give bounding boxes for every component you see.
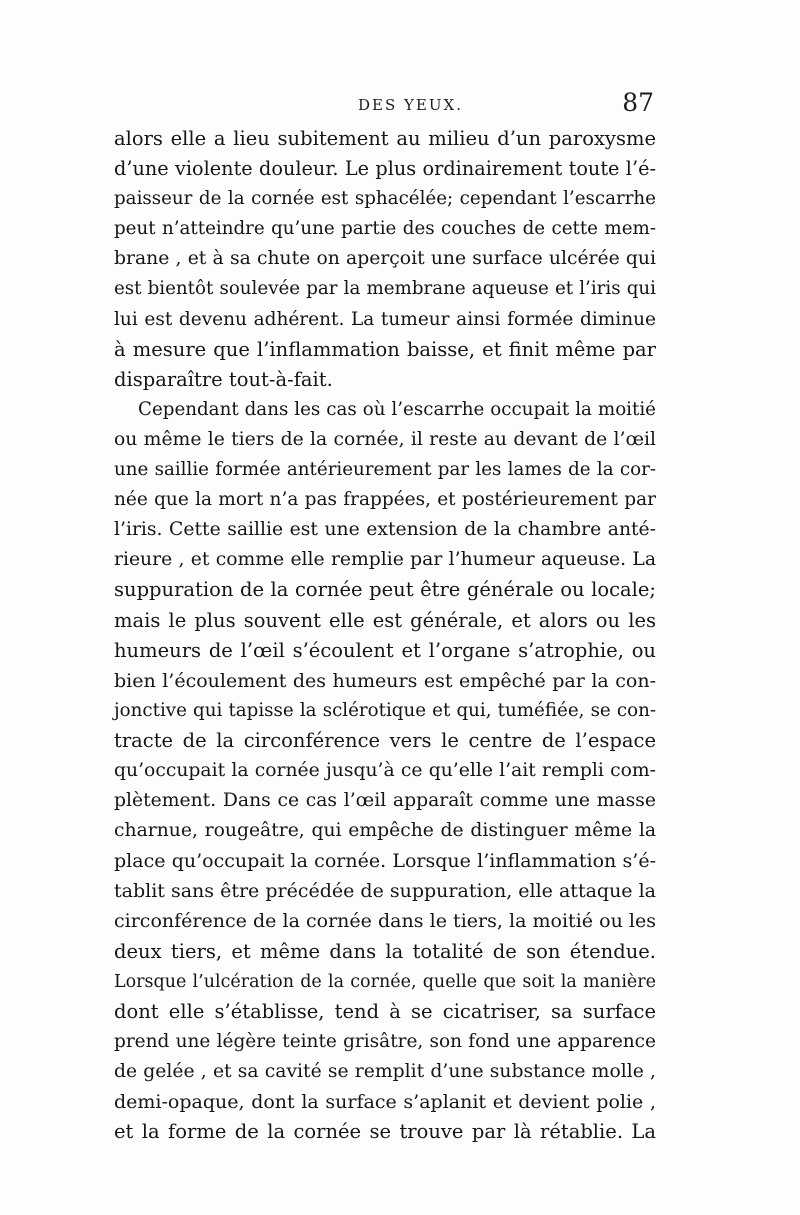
text-line: l’iris. Cette saillie est une extension de la chambre anté- bbox=[114, 519, 656, 541]
body-text bbox=[114, 124, 656, 1147]
text-line: suppuration de la cornée peut être générale ou locale; bbox=[114, 578, 656, 602]
text-line: d’une violente douleur. Le plus ordinairement toute l’é- bbox=[114, 157, 656, 181]
paragraph-first-line: Cependant dans les cas où l’escarrhe occupait la moitié bbox=[138, 398, 656, 420]
text-line: qu’occupait la cornée jusqu’à ce qu’elle l’ait rempli com- bbox=[114, 759, 656, 781]
text-line: plètement. Dans ce cas l’œil apparaît comme une masse bbox=[114, 790, 656, 812]
text-line: alors elle a lieu subitement au milieu d’un paroxysme bbox=[114, 127, 656, 150]
page-header bbox=[118, 88, 658, 124]
text-line: prend une légère teinte grisâtre, son fond une apparence bbox=[114, 1030, 656, 1052]
text-line: une saillie formée antérieurement par les lames de la cor- bbox=[114, 459, 656, 481]
text-line: et la forme de la cornée se trouve par là rétablie. La bbox=[114, 1120, 656, 1144]
text-line: de gelée , et sa cavité se remplit d’une substance molle , bbox=[114, 1060, 656, 1082]
text-line: tracte de la circonférence vers le centre de l’espace bbox=[114, 728, 656, 752]
text-line: jonctive qui tapisse la sclérotique et qui, tuméfiée, se con- bbox=[114, 699, 656, 721]
text-line: humeurs de l’œil s’écoulent et l’organe s’atrophie, ou bbox=[114, 638, 656, 662]
text-line: place qu’occupait la cornée. Lorsque l’inflammation s’é- bbox=[114, 850, 656, 873]
text-line: peut n’atteindre qu’une partie des couches de cette mem- bbox=[114, 218, 656, 240]
text-line: deux tiers, et même dans la totalité de son étendue. bbox=[114, 939, 656, 963]
text-line: tablit sans être précédée de suppuration, elle attaque la bbox=[114, 880, 656, 903]
page-number: 87 bbox=[622, 88, 654, 117]
text-line: née que la mort n’a pas frappées, et postérieurement par bbox=[114, 489, 656, 511]
text-line: lui est devenu adhérent. La tumeur ainsi formée diminue bbox=[114, 308, 656, 330]
text-line: ou même le tiers de la cornée, il reste au devant de l’œil bbox=[114, 428, 656, 450]
text-line: charnue, rougeâtre, qui empêche de distinguer même la bbox=[114, 820, 656, 842]
text-line: mais le plus souvent elle est générale, et alors ou les bbox=[114, 608, 656, 632]
text-line: Lorsque l’ulcération de la cornée, quelle que soit la manière bbox=[114, 971, 656, 992]
text-line: à mesure que l’inflammation baisse, et finit même par bbox=[114, 337, 656, 361]
text-line: rieure , et comme elle remplie par l’humeur aqueuse. La bbox=[114, 549, 656, 571]
text-line: bien l’écoulement des humeurs est empêché par la con- bbox=[114, 669, 656, 692]
text-line: paisseur de la cornée est sphacélée; cependant l’escarrhe bbox=[114, 188, 656, 210]
running-title: DES YEUX. bbox=[358, 96, 463, 114]
text-line: disparaître tout-à-fait. bbox=[114, 367, 333, 391]
text-line: brane , et à sa chute on aperçoit une surface ulcérée qui bbox=[114, 248, 656, 270]
text-line: circonférence de la cornée dans le tiers, la moitié ou les bbox=[114, 910, 656, 933]
text-line: est bientôt soulevée par la membrane aqueuse et l’iris qui bbox=[114, 278, 656, 300]
text-line: demi-opaque, dont la surface s’aplanit et devient polie , bbox=[114, 1091, 656, 1113]
text-line: dont elle s’établisse, tend à se cicatriser, sa surface bbox=[114, 999, 656, 1023]
